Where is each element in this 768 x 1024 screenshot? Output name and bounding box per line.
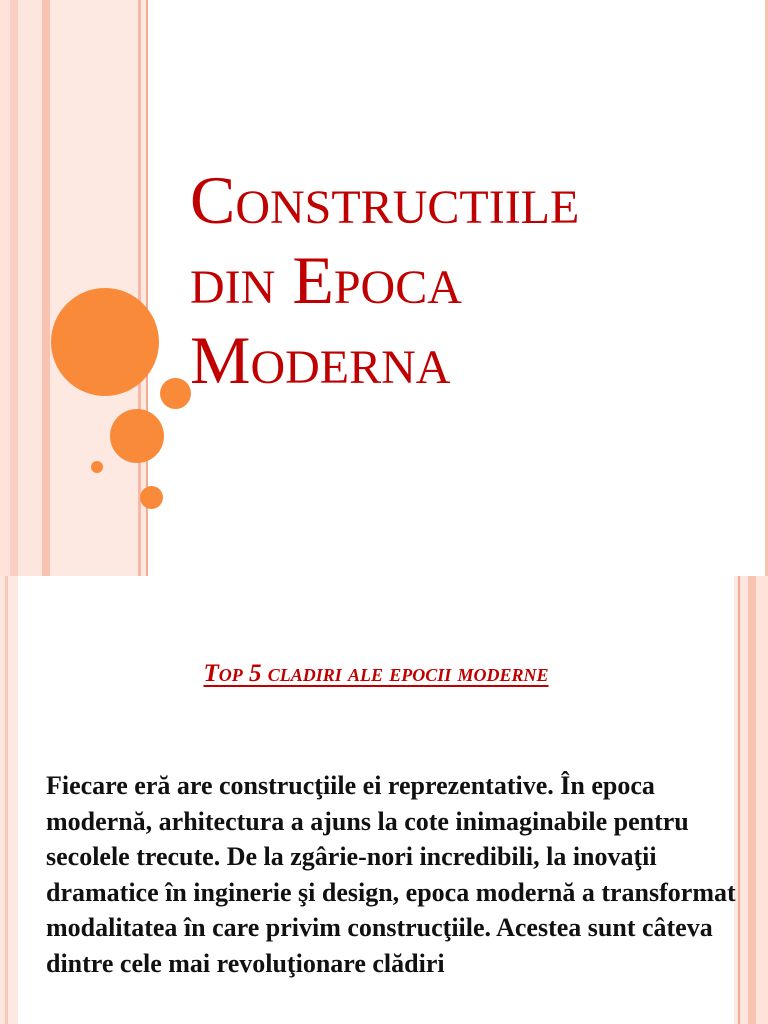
slide-title [190, 160, 760, 400]
slide-subtitle: Top 5 cladiri ale epocii moderne [203, 660, 549, 687]
decorative-circle-medium [110, 409, 164, 463]
right-stripe-band [734, 576, 768, 1024]
decorative-circle-small [160, 378, 191, 409]
slide-title-line-2: din Epoca [190, 242, 462, 318]
slide-body-text: Fiecare eră are construcţiile ei reprezentative. În epoca modernă, arhitectura a ajuns la cote inimaginabile pentru secolele trecute. De la zgârie-nori incredibili, la inovaţii dramatice în inginerie şi design, epoca modernă a transformat modalitatea în care privim construcţiile. Acestea sunt câteva dintre cele mai revoluţionare clădiri [46, 771, 736, 978]
decorative-circle-large [51, 288, 159, 396]
slide-title-line-3: Moderna [190, 322, 451, 398]
left-stripe-band [0, 576, 18, 1024]
decorative-circle-tiny [91, 461, 103, 473]
content-slide [0, 576, 768, 1024]
decorative-circle-small-bottom [140, 486, 163, 509]
left-stripe-band [0, 0, 146, 576]
slide-title-line-1: Constructiile [190, 162, 580, 238]
